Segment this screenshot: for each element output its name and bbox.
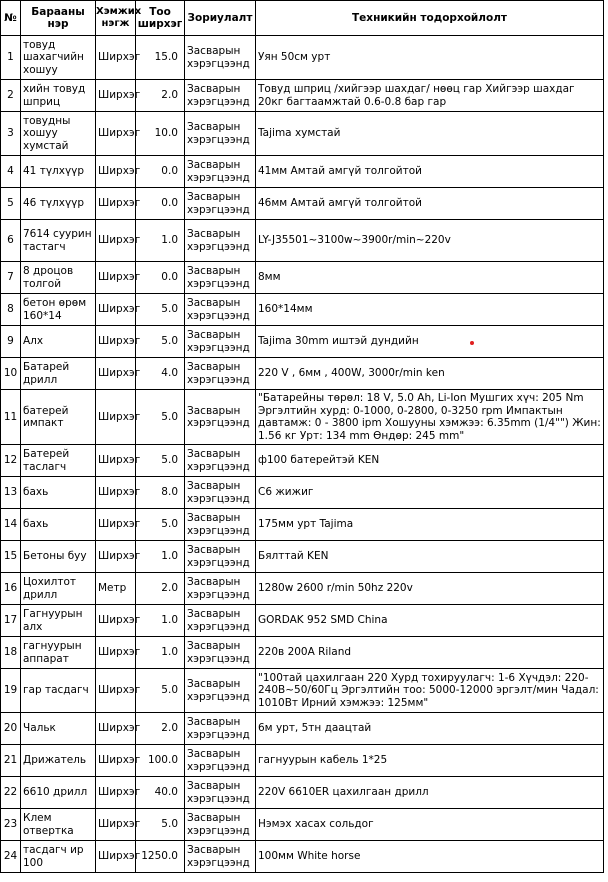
specification-cell: Tajima хумстай — [256, 112, 604, 156]
item-name-cell: бетон өрөм 160*14 — [21, 294, 96, 326]
quantity-cell: 5.0 — [136, 669, 185, 713]
table-row — [1, 713, 604, 745]
row-number-cell: 24 — [1, 841, 21, 873]
row-number-cell: 19 — [1, 669, 21, 713]
unit-cell: Ширхэг — [96, 156, 136, 188]
item-name-cell: 46 түлхүүр — [21, 188, 96, 220]
quantity-cell: 40.0 — [136, 777, 185, 809]
specification-cell: Tajima 30mm иштэй дундийн — [256, 326, 604, 358]
quantity-cell: 0.0 — [136, 156, 185, 188]
row-number-cell: 16 — [1, 573, 21, 605]
specification-cell: гагнуурын кабель 1*25 — [256, 745, 604, 777]
quantity-cell: 100.0 — [136, 745, 185, 777]
unit-cell: Ширхэг — [96, 713, 136, 745]
table-row — [1, 80, 604, 112]
row-number-cell: 2 — [1, 80, 21, 112]
item-name-cell: Гагнуурын алх — [21, 605, 96, 637]
table-row — [1, 390, 604, 445]
specification-cell: Нэмэх хасах сольдог — [256, 809, 604, 841]
item-name-cell: Цохилтот дрилл — [21, 573, 96, 605]
row-number-cell: 8 — [1, 294, 21, 326]
specification-cell: 220V 6610ER цахилгаан дрилл — [256, 777, 604, 809]
item-name-cell: Батарей дрилл — [21, 358, 96, 390]
row-number-cell: 9 — [1, 326, 21, 358]
item-name-cell: Дрижатель — [21, 745, 96, 777]
purpose-cell: Засварын хэрэгцээнд — [185, 262, 256, 294]
item-name-cell: Батерей таслагч — [21, 445, 96, 477]
table-row — [1, 509, 604, 541]
purpose-cell: Засварын хэрэгцээнд — [185, 541, 256, 573]
item-name-cell: гагнуурын аппарат — [21, 637, 96, 669]
purpose-cell: Засварын хэрэгцээнд — [185, 777, 256, 809]
table-header-row — [1, 1, 604, 36]
table-row — [1, 294, 604, 326]
unit-cell: Ширхэг — [96, 477, 136, 509]
purpose-cell: Засварын хэрэгцээнд — [185, 358, 256, 390]
purpose-cell: Засварын хэрэгцээнд — [185, 841, 256, 873]
purpose-cell: Засварын хэрэгцээнд — [185, 220, 256, 262]
row-number-cell: 7 — [1, 262, 21, 294]
row-number-cell: 17 — [1, 605, 21, 637]
table-row — [1, 777, 604, 809]
row-number-cell: 12 — [1, 445, 21, 477]
item-name-cell: Чальк — [21, 713, 96, 745]
quantity-cell: 8.0 — [136, 477, 185, 509]
purpose-cell: Засварын хэрэгцээнд — [185, 509, 256, 541]
unit-cell: Ширхэг — [96, 36, 136, 80]
unit-cell: Ширхэг — [96, 541, 136, 573]
table-row — [1, 745, 604, 777]
specification-cell: 100мм White horse — [256, 841, 604, 873]
specification-cell: 220 V , 6мм , 400W, 3000r/min ken — [256, 358, 604, 390]
purpose-cell: Засварын хэрэгцээнд — [185, 637, 256, 669]
unit-cell: Ширхэг — [96, 294, 136, 326]
item-name-cell: Клем отвертка — [21, 809, 96, 841]
table-row — [1, 36, 604, 80]
header-unit: Хэмжих нэгж — [96, 1, 136, 36]
specification-cell: ф100 батерейтэй KEN — [256, 445, 604, 477]
unit-cell: Ширхэг — [96, 112, 136, 156]
unit-cell: Ширхэг — [96, 262, 136, 294]
unit-cell: Ширхэг — [96, 390, 136, 445]
table-row — [1, 809, 604, 841]
unit-cell: Ширхэг — [96, 80, 136, 112]
specification-cell: GORDAK 952 SMD China — [256, 605, 604, 637]
table-body — [1, 36, 604, 873]
purpose-cell: Засварын хэрэгцээнд — [185, 809, 256, 841]
purpose-cell: Засварын хэрэгцээнд — [185, 669, 256, 713]
quantity-cell: 1250.0 — [136, 841, 185, 873]
quantity-cell: 5.0 — [136, 390, 185, 445]
quantity-cell: 5.0 — [136, 509, 185, 541]
table-row — [1, 262, 604, 294]
row-number-cell: 4 — [1, 156, 21, 188]
item-name-cell: 6610 дрилл — [21, 777, 96, 809]
specification-cell: 46мм Амтай амгүй толгойтой — [256, 188, 604, 220]
specification-cell: "Батарейны төрөл: 18 V, 5.0 Ah, Li-Ion Мушгих хүч: 205 Nm Эргэлтийн хурд: 0-1000, 0-2800, 0-3250 rpm Импактын давтамж: 0 - 3800 ipm Хошууны хэмжээ: 6.35mm (1/4"") Жин: 1.56 кг Урт: 134 mm Өндөр: 245 mm" — [256, 390, 604, 445]
specification-cell: 175мм урт Tajima — [256, 509, 604, 541]
unit-cell: Ширхэг — [96, 605, 136, 637]
specification-cell: LY-J35501~3100w~3900r/min~220v — [256, 220, 604, 262]
row-number-cell: 5 — [1, 188, 21, 220]
purpose-cell: Засварын хэрэгцээнд — [185, 80, 256, 112]
quantity-cell: 0.0 — [136, 188, 185, 220]
table-row — [1, 156, 604, 188]
quantity-cell: 2.0 — [136, 713, 185, 745]
item-name-cell: 41 түлхүүр — [21, 156, 96, 188]
purpose-cell: Засварын хэрэгцээнд — [185, 445, 256, 477]
specification-cell: 41мм Амтай амгүй толгойтой — [256, 156, 604, 188]
specification-cell: Уян 50см урт — [256, 36, 604, 80]
unit-cell: Ширхэг — [96, 445, 136, 477]
quantity-cell: 5.0 — [136, 326, 185, 358]
unit-cell: Ширхэг — [96, 509, 136, 541]
row-number-cell: 21 — [1, 745, 21, 777]
row-number-cell: 23 — [1, 809, 21, 841]
table-row — [1, 669, 604, 713]
row-number-cell: 18 — [1, 637, 21, 669]
table-row — [1, 841, 604, 873]
item-name-cell: бахь — [21, 477, 96, 509]
unit-cell: Ширхэг — [96, 841, 136, 873]
quantity-cell: 5.0 — [136, 445, 185, 477]
quantity-cell: 4.0 — [136, 358, 185, 390]
table-row — [1, 188, 604, 220]
quantity-cell: 5.0 — [136, 809, 185, 841]
purpose-cell: Засварын хэрэгцээнд — [185, 713, 256, 745]
specification-cell: С6 жижиг — [256, 477, 604, 509]
quantity-cell: 1.0 — [136, 541, 185, 573]
quantity-cell: 1.0 — [136, 605, 185, 637]
item-name-cell: хийн товуд шприц — [21, 80, 96, 112]
table-row — [1, 358, 604, 390]
header-name: Барааны нэр — [21, 1, 96, 36]
item-name-cell: Бетоны буу — [21, 541, 96, 573]
item-name-cell: батерей импакт — [21, 390, 96, 445]
row-number-cell: 14 — [1, 509, 21, 541]
header-purpose: Зориулалт — [185, 1, 256, 36]
quantity-cell: 2.0 — [136, 80, 185, 112]
purpose-cell: Засварын хэрэгцээнд — [185, 156, 256, 188]
row-number-cell: 15 — [1, 541, 21, 573]
row-number-cell: 22 — [1, 777, 21, 809]
table-row — [1, 637, 604, 669]
specification-cell: 8мм — [256, 262, 604, 294]
quantity-cell: 2.0 — [136, 573, 185, 605]
unit-cell: Ширхэг — [96, 188, 136, 220]
unit-cell: Ширхэг — [96, 809, 136, 841]
table-row — [1, 445, 604, 477]
header-qty: Тоо ширхэг — [136, 1, 185, 36]
item-name-cell: 8 дроцов толгой — [21, 262, 96, 294]
unit-cell: Ширхэг — [96, 358, 136, 390]
purpose-cell: Засварын хэрэгцээнд — [185, 112, 256, 156]
unit-cell: Ширхэг — [96, 669, 136, 713]
quantity-cell: 5.0 — [136, 294, 185, 326]
unit-cell: Ширхэг — [96, 637, 136, 669]
unit-cell: Ширхэг — [96, 220, 136, 262]
quantity-cell: 1.0 — [136, 220, 185, 262]
item-name-cell: товудны хошуу хумстай — [21, 112, 96, 156]
specification-cell: Бялттай KEN — [256, 541, 604, 573]
purpose-cell: Засварын хэрэгцээнд — [185, 477, 256, 509]
table-row — [1, 112, 604, 156]
table-row — [1, 605, 604, 637]
specification-cell: 6м урт, 5тн даацтай — [256, 713, 604, 745]
specification-cell: "100тай цахилгаан 220 Хурд тохируулагч: 1-6 Хүчдэл: 220-240В~50/60Гц Эргэлтийн тоо: 5000-12000 эргэлт/мин Чадал: 1010Вт Ирний хэмжээ: 125мм" — [256, 669, 604, 713]
specification-cell: Товуд шприц /хийгээр шахдаг/ нөөц гар Хийгээр шахдаг 20кг багтаамжтай 0.6-0.8 бар гар — [256, 80, 604, 112]
table-row — [1, 477, 604, 509]
row-number-cell: 10 — [1, 358, 21, 390]
quantity-cell: 0.0 — [136, 262, 185, 294]
specification-cell: 1280w 2600 r/min 50hz 220v — [256, 573, 604, 605]
unit-cell: Метр — [96, 573, 136, 605]
header-no: № — [1, 1, 21, 36]
purpose-cell: Засварын хэрэгцээнд — [185, 36, 256, 80]
table-row — [1, 541, 604, 573]
purpose-cell: Засварын хэрэгцээнд — [185, 326, 256, 358]
specification-cell: 160*14мм — [256, 294, 604, 326]
item-name-cell: бахь — [21, 509, 96, 541]
unit-cell: Ширхэг — [96, 326, 136, 358]
quantity-cell: 10.0 — [136, 112, 185, 156]
unit-cell: Ширхэг — [96, 777, 136, 809]
table-row — [1, 220, 604, 262]
purpose-cell: Засварын хэрэгцээнд — [185, 294, 256, 326]
item-name-cell: Алх — [21, 326, 96, 358]
quantity-cell: 15.0 — [136, 36, 185, 80]
row-number-cell: 20 — [1, 713, 21, 745]
unit-cell: Ширхэг — [96, 745, 136, 777]
item-name-cell: гар тасдагч — [21, 669, 96, 713]
item-name-cell: товуд шахагчийн хошуу — [21, 36, 96, 80]
item-name-cell: 7614 суурин тастагч — [21, 220, 96, 262]
red-dot-mark — [470, 341, 474, 345]
specification-cell: 220в 200А Riland — [256, 637, 604, 669]
table-row — [1, 573, 604, 605]
purpose-cell: Засварын хэрэгцээнд — [185, 745, 256, 777]
purpose-cell: Засварын хэрэгцээнд — [185, 188, 256, 220]
row-number-cell: 3 — [1, 112, 21, 156]
purpose-cell: Засварын хэрэгцээнд — [185, 605, 256, 637]
purpose-cell: Засварын хэрэгцээнд — [185, 573, 256, 605]
purpose-cell: Засварын хэрэгцээнд — [185, 390, 256, 445]
row-number-cell: 6 — [1, 220, 21, 262]
quantity-cell: 1.0 — [136, 637, 185, 669]
row-number-cell: 11 — [1, 390, 21, 445]
table-row — [1, 326, 604, 358]
item-name-cell: тасдагч ир 100 — [21, 841, 96, 873]
row-number-cell: 13 — [1, 477, 21, 509]
row-number-cell: 1 — [1, 36, 21, 80]
header-spec: Техникийн тодорхойлолт — [256, 1, 604, 36]
